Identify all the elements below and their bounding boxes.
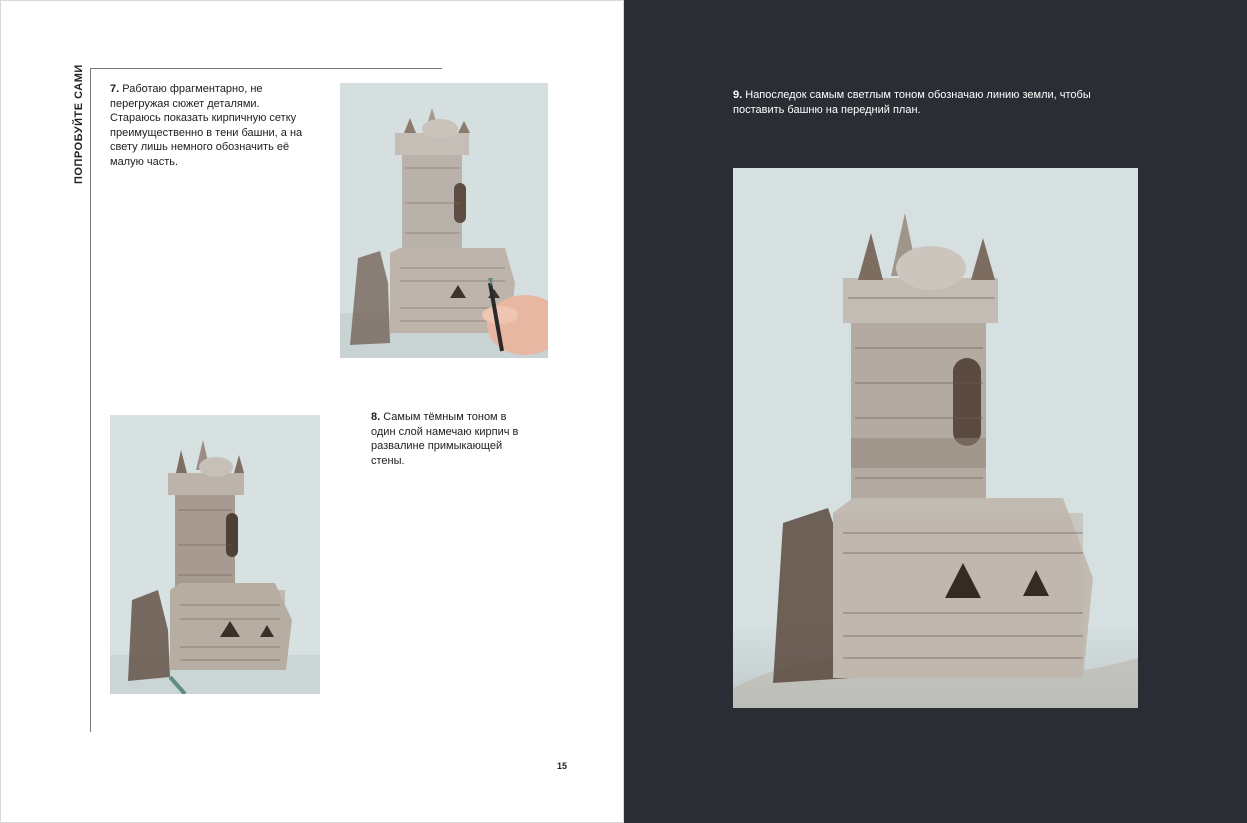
step-7-photo [340, 83, 548, 358]
tower-painting-final [733, 168, 1138, 708]
tower-painting-ruin [110, 415, 320, 694]
top-rule [90, 68, 442, 69]
step-9-text: Напоследок самым светлым тоном обозначаю линию земли, чтобы поставить башню на передний план. [733, 89, 1091, 116]
step-8-photo [110, 415, 320, 694]
step-9-photo [733, 168, 1138, 708]
step-7-caption [110, 82, 310, 169]
vertical-rule [90, 68, 91, 732]
page-number: 15 [557, 761, 568, 771]
step-8-text: Самым тёмным тоном в один слой намечаю кирпич в развалине примыкающей стены. [371, 411, 519, 467]
step-9-number: 9. [733, 89, 743, 101]
section-label: ПОПРОБУЙТЕ САМИ [73, 64, 85, 184]
tower-painting-with-hand [340, 83, 548, 358]
step-8-number: 8. [371, 411, 381, 423]
step-9-caption [733, 88, 1113, 117]
step-7-number: 7. [110, 83, 120, 95]
step-7-text: Работаю фрагментарно, не перегружая сюжет деталями. Стараюсь показать кирпичную сетку преимущественно в тени башни, а на свету лишь немного обозначить её малую часть. [110, 83, 303, 168]
step-8-caption [371, 410, 521, 468]
